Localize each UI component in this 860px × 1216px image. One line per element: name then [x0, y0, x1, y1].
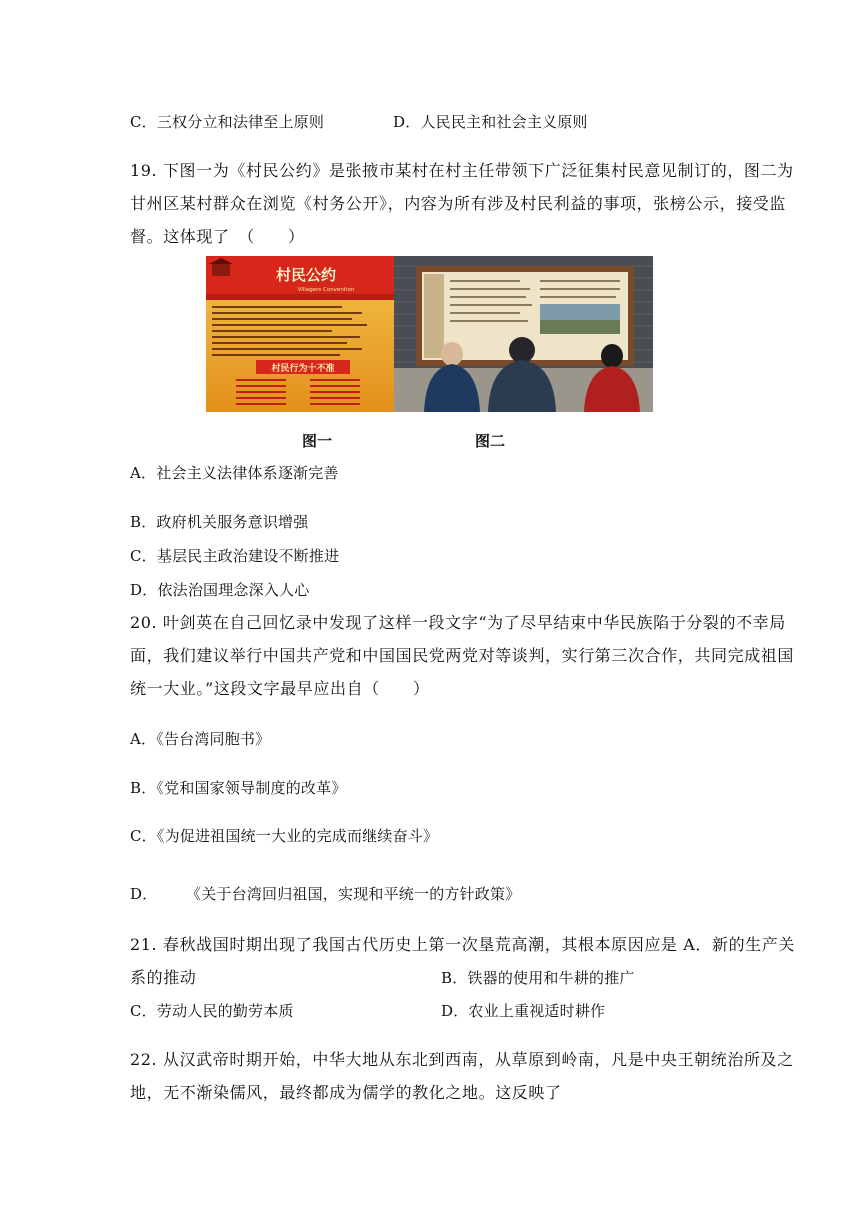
q19-stem-line-3: 督。这体现了 （ ）: [130, 227, 305, 246]
convention-sign-title: 村民公约: [275, 266, 337, 284]
q18-option-d: D．人民民主和社会主义原则: [393, 113, 588, 131]
q19-option-a: A．社会主义法律体系逐渐完善: [130, 464, 339, 482]
q22-stem-line-1: 22. 从汉武帝时期开始，中华大地从东北到西南，从草原到岭南，凡是中央王朝统治所及之: [130, 1050, 794, 1069]
convention-rules-title: 村民行为十不准: [271, 364, 335, 374]
q21-stem-line-2: 系的推动: [130, 968, 197, 987]
q20-option-b: B．《党和国家领导制度的改革》: [130, 779, 347, 797]
q22-stem-line-2: 地，无不渐染儒风，最终都成为儒学的教化之地。这反映了: [130, 1083, 562, 1102]
village-affairs-board-photo: [394, 256, 653, 412]
q20-stem-line-2: 面，我们建议举行中国共产党和中国国民党两党对等谈判，实行第三次合作，共同完成祖国: [130, 646, 795, 665]
convention-sign-subtitle: Villagers Convention: [297, 287, 355, 293]
q18-option-c: C．三权分立和法律至上原则: [130, 113, 325, 131]
q20-option-a: A．《告台湾同胞书》: [130, 730, 271, 748]
q19-option-d: D．依法治国理念深入人心: [130, 581, 310, 599]
q20-option-c: C．《为促进祖国统一大业的完成而继续奋斗》: [130, 827, 439, 845]
village-convention-poster: [206, 256, 394, 412]
figure-1-village-convention-image: [206, 256, 394, 412]
q20-stem-line-1: 20. 叶剑英在自己回忆录中发现了这样一段文字“为了尽早结束中华民族陷于分裂的不幸局: [130, 613, 786, 632]
figure-1-caption: 图一: [302, 432, 333, 450]
q19-stem-line-2: 甘州区某村群众在浏览《村务公开》，内容为所有涉及村民利益的事项，张榜公示，接受监: [130, 194, 787, 213]
figure-2-village-affairs-board-image: [394, 256, 653, 412]
q19-option-c: C．基层民主政治建设不断推进: [130, 547, 340, 565]
q20-stem-line-3: 统一大业。”这段文字最早应出自（ ）: [130, 679, 430, 698]
q21-option-b: B．铁器的使用和牛耕的推广: [441, 969, 635, 987]
q21-stem-line-1: 21. 春秋战国时期出现了我国古代历史上第一次垦荒高潮，其根本原因应是 A．新的生产关: [130, 935, 795, 954]
q20-option-d-text: 《关于台湾回归祖国，实现和平统一的方针政策》: [186, 885, 521, 903]
q21-option-d: D．农业上重视适时耕作: [441, 1002, 606, 1020]
q20-option-d-label: D．: [130, 885, 158, 903]
q21-option-c: C．劳动人民的勤劳本质: [130, 1002, 294, 1020]
figure-2-caption: 图二: [475, 432, 506, 450]
q19-stem-line-1: 19. 下图一为《村民公约》是张掖市某村在村主任带领下广泛征集村民意见制订的，图二为: [130, 161, 794, 180]
q19-option-b: B．政府机关服务意识增强: [130, 513, 309, 531]
